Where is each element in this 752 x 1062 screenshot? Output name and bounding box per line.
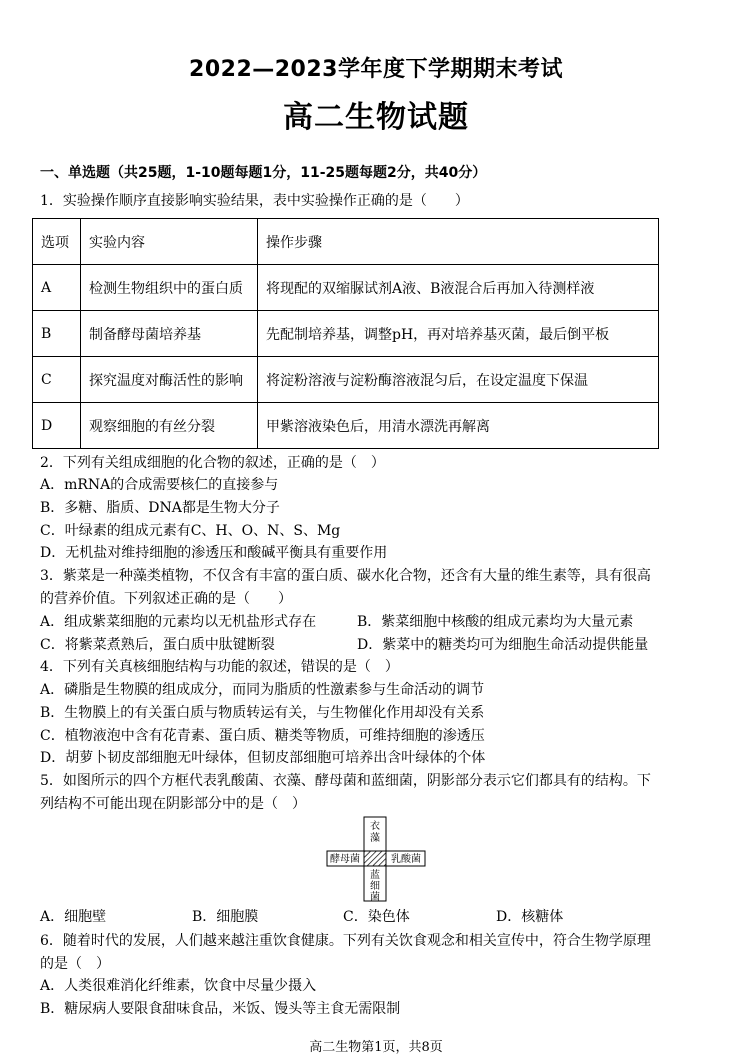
table-cell: 将淀粉溶液与淀粉酶溶液混匀后，在设定温度下保温 <box>258 357 659 403</box>
question-6-stem-line1: 6．随着时代的发展，人们越来越注重饮食健康。下列有关饮食观念和相关宣传中，符合生物学原理 <box>40 933 651 949</box>
table-cell: C <box>33 357 81 403</box>
table-cell: 检测生物组织中的蛋白质 <box>81 265 258 311</box>
table-cell: 观察细胞的有丝分裂 <box>81 403 258 449</box>
question-4-option-c: C．植物液泡中含有花青素、蛋白质、糖类等物质，可维持细胞的渗透压 <box>40 728 485 744</box>
question-5-stem-line1: 5．如图所示的四个方框代表乳酸菌、衣藻、酵母菌和蓝细菌，阴影部分表示它们都具有的结构。下 <box>40 773 651 789</box>
table-row <box>33 265 659 311</box>
question-6-stem-line2: 的是（ ） <box>40 956 110 972</box>
exam-title: 2022—2023学年度下学期期末考试 <box>189 57 563 82</box>
table-header-cell: 选项 <box>33 219 81 265</box>
question-5-option-a: A．细胞壁 <box>40 909 107 925</box>
shaded-overlap <box>364 851 386 866</box>
table-row <box>33 357 659 403</box>
question-2-stem: 2．下列有关组成细胞的化合物的叙述，正确的是（ ） <box>40 455 385 471</box>
question-2-option-a: A．mRNA的合成需要核仁的直接参与 <box>40 477 279 493</box>
question-3-option-b: B．紫菜细胞中核酸的组成元素均为大量元素 <box>357 614 634 630</box>
table-cell: D <box>33 403 81 449</box>
question-5-cross-diagram <box>326 816 426 902</box>
table-cell: 制备酵母菌培养基 <box>81 311 258 357</box>
table-cell: 将现配的双缩脲试剂A液、B液混合后再加入待测样液 <box>258 265 659 311</box>
question-3-option-d: D．紫菜中的糖类均可为细胞生命活动提供能量 <box>357 637 649 653</box>
diagram-label-bottom-2: 细 <box>370 881 380 892</box>
table-header-cell: 操作步骤 <box>258 219 659 265</box>
question-4-stem: 4．下列有关真核细胞结构与功能的叙述，错误的是（ ） <box>40 659 399 675</box>
question-2-option-b: B．多糖、脂质、DNA都是生物大分子 <box>40 500 280 516</box>
question-2-option-d: D．无机盐对维持细胞的渗透压和酸碱平衡具有重要作用 <box>40 545 388 561</box>
question-2-option-c: C．叶绿素的组成元素有C、H、O、N、S、Mg <box>40 523 341 539</box>
table-cell: 先配制培养基，调整pH，再对培养基灭菌，最后倒平板 <box>258 311 659 357</box>
diagram-label-left: 酵母菌 <box>330 854 360 865</box>
question-5-stem-line2: 列结构不可能出现在阴影部分中的是（ ） <box>40 796 306 812</box>
diagram-label-top-1: 衣 <box>370 821 380 832</box>
diagram-label-bottom-3: 菌 <box>370 892 380 902</box>
page-footer: 高二生物第1页，共8页 <box>309 1040 443 1055</box>
table-cell: A <box>33 265 81 311</box>
question-3-option-a: A．组成紫菜细胞的元素均以无机盐形式存在 <box>40 614 317 630</box>
question-1-table <box>32 218 659 449</box>
table-cell: 探究温度对酶活性的影响 <box>81 357 258 403</box>
table-row <box>33 403 659 449</box>
diagram-label-top-2: 藻 <box>370 833 380 844</box>
question-5-option-c: C．染色体 <box>343 909 410 925</box>
table-row <box>33 311 659 357</box>
diagram-label-bottom-1: 蓝 <box>370 870 380 881</box>
diagram-label-right: 乳酸菌 <box>391 854 421 865</box>
question-3-option-c: C．将紫菜煮熟后，蛋白质中肽键断裂 <box>40 637 275 653</box>
table-cell: 甲紫溶液染色后，用清水漂洗再解离 <box>258 403 659 449</box>
question-4-option-a: A．磷脂是生物膜的组成成分，而同为脂质的性激素参与生命活动的调节 <box>40 682 485 698</box>
section-heading: 一、单选题（共25题，1-10题每题1分，11-25题每题2分，共40分） <box>40 165 487 181</box>
question-1-stem: 1．实验操作顺序直接影响实验结果，表中实验操作正确的是（ ） <box>40 193 469 209</box>
table-header-row <box>33 219 659 265</box>
question-3-stem-line1: 3．紫菜是一种藻类植物，不仅含有丰富的蛋白质、碳水化合物，还含有大量的维生素等，具有很高 <box>40 568 651 584</box>
table-cell: B <box>33 311 81 357</box>
question-4-option-d: D．胡萝卜韧皮部细胞无叶绿体，但韧皮部细胞可培养出含叶绿体的个体 <box>40 750 486 766</box>
question-6-option-a: A．人类很难消化纤维素，饮食中尽量少摄入 <box>40 978 317 994</box>
question-5-option-d: D．核糖体 <box>496 909 564 925</box>
question-6-option-b: B．糖尿病人要限食甜味食品，米饭、馒头等主食无需限制 <box>40 1001 401 1017</box>
question-3-stem-line2: 的营养价值。下列叙述正确的是（ ） <box>40 591 292 607</box>
question-4-option-b: B．生物膜上的有关蛋白质与物质转运有关，与生物催化作用却没有关系 <box>40 705 485 721</box>
exam-subject-title: 高二生物试题 <box>283 100 469 135</box>
table-header-cell: 实验内容 <box>81 219 258 265</box>
question-5-option-b: B．细胞膜 <box>192 909 259 925</box>
